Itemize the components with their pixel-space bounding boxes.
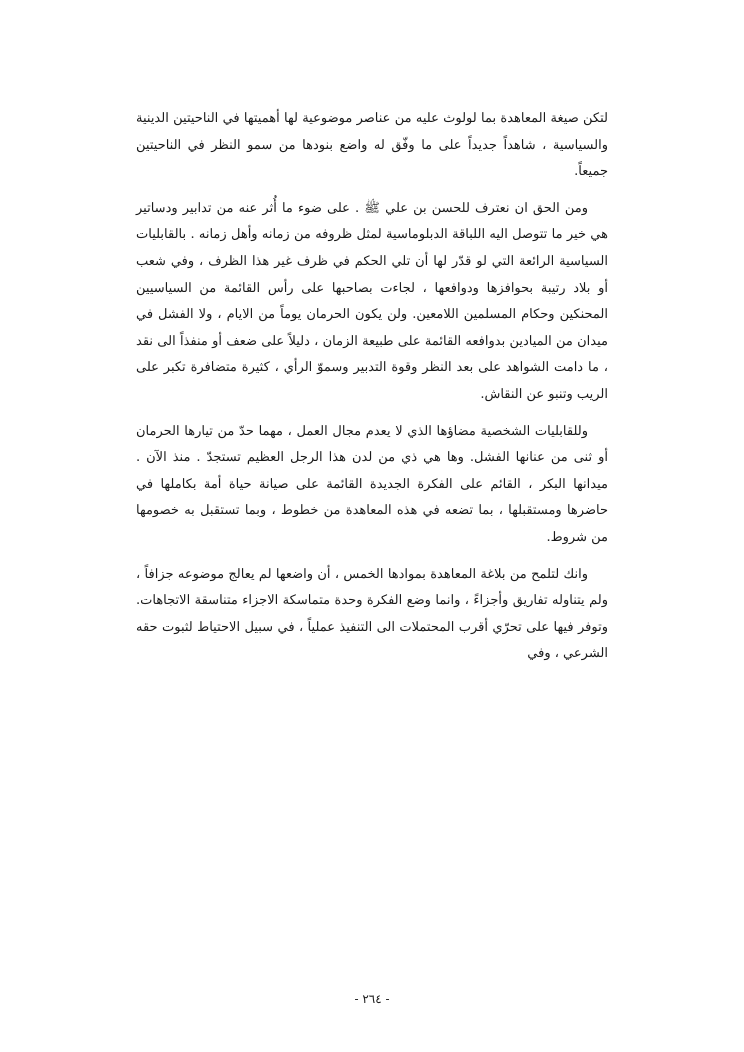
paragraph-1: لتكن صيغة المعاهدة بما لولوث عليه من عناصر موضوعية لها أهميتها في الناحيتين الدينية والسياسية ، شاهداً جديداً على ما وفّق له واضع بنودها من سمو النظر في الناحيتين جميعاً. <box>136 111 608 180</box>
body-text <box>136 106 608 668</box>
page-number: - ٢٦٤ - <box>354 992 390 1006</box>
paragraph-4: وانك لتلمح من بلاغة المعاهدة بموادها الخمس ، أن واضعها لم يعالج موضوعه جزافاً ، ولم يتناوله تفاريق وأجزاءً ، وانما وضع الفكرة وحدة متماسكة الاجزاء متناسقة الاتجاهات. وتوفر فيها على تحرّي أقرب المحتملات الى التنفيذ عملياً ، في سبيل الاحتياط لثبوت حقه الشرعي ، وفي <box>136 566 608 662</box>
paragraph-2: ومن الحق ان نعترف للحسن بن علي ﷺ . على ضوء ما أُثر عنه من تدابير ودساتير هي خير ما تتوصل اليه اللباقة الدبلوماسية لمثل ظروفه من زمانه وأهل زمانه . بالقابليات السياسية الرائعة التي لو قدّر لها أن تلي الحكم في ظرف غير هذا الظرف ، وفي شعب أو بلاد رتيبة بحوافزها ودوافعها ، لجاءت بصاحبها على رأس القائمة من السياسيين المحنكين وحكام المسلمين اللامعين. ولن يكون الحرمان يوماً من الايام ، ولا الفشل في ميدان من الميادين بدوافعه القائمة على طبيعة الزمان ، دليلاً على ضعف أو منفذاً الى نقد ، ما دامت الشواهد على بعد النظر وقوة التدبير وسموّ الرأي ، كثيرة متضافرة تكبر على الريب وتنبو عن النقاش. <box>136 200 608 402</box>
paragraph-3: وللقابليات الشخصية مضاؤها الذي لا يعدم مجال العمل ، مهما حدّ من تيارها الحرمان أو ثنى من عنانها الفشل. وها هي ذي من لدن هذا الرجل العظيم تستجدّ . منذ الآن . ميدانها البكر ، القائم على الفكرة الجديدة القائمة على صيانة حياة أمة بكاملها في حاضرها ومستقبلها ، بما تضعه في هذه المعاهدة من خطوط ، وبما تستقبل به خصومها من شروط. <box>136 423 608 545</box>
